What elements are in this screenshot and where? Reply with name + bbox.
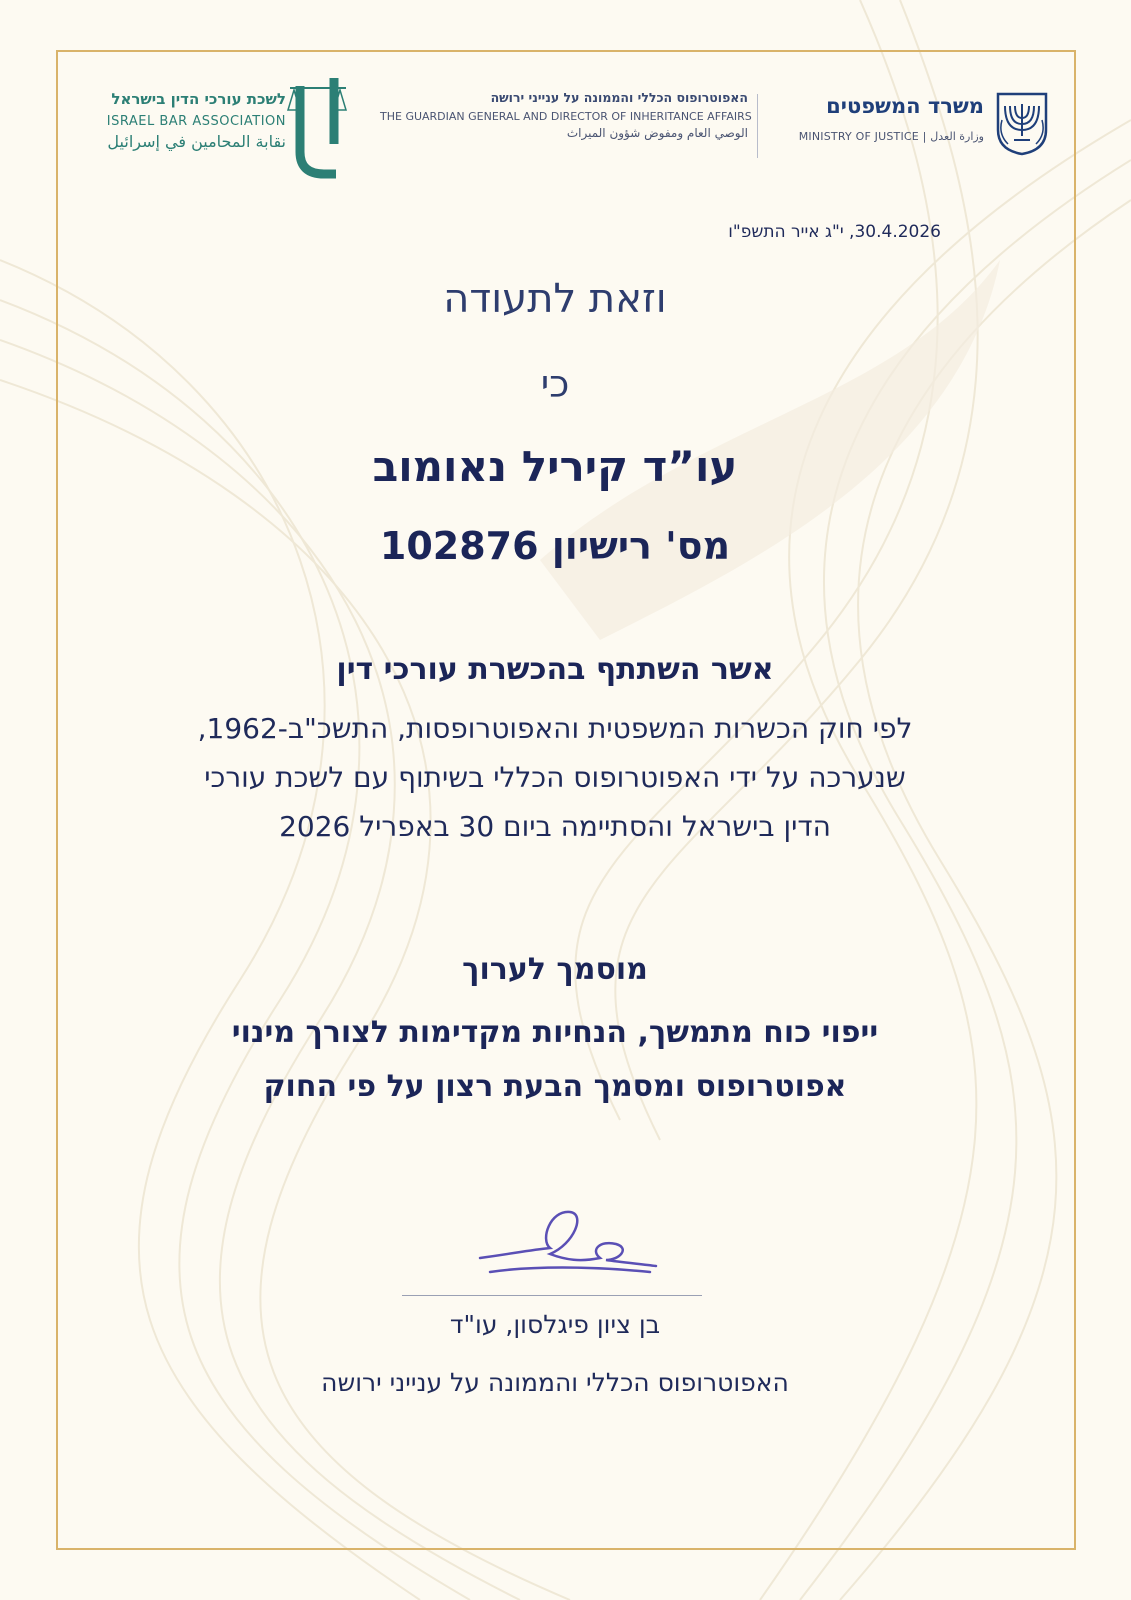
bar-name-hebrew: לשכת עורכי הדין בישראל [111,90,286,108]
certificate-ki: כי [540,362,570,406]
ministry-of-justice-logo [790,90,1050,170]
menorah-emblem-icon [994,90,1050,156]
header-divider [757,94,758,158]
authorization-scope: ייפוי כוח מתמשך, הנחיות מקדימות לצורך מינוי אפוטרופוס ומסמך הבעת רצון על פי החוק [231,1015,879,1104]
participation-heading: אשר השתתף בהכשרת עורכי דין [336,652,774,687]
header-logos [90,74,1050,184]
bar-name-arabic: نقابة المحامين في إسرائيل [107,132,286,151]
guardian-name-english: THE GUARDIAN GENERAL AND DIRECTOR OF INHERITANCE AFFAIRS [380,110,752,123]
license-number: מס' רישיון 102876 [379,524,731,568]
signer-name: בן ציון פיגלסון, עו"ד [449,1310,661,1339]
guardian-name-hebrew: האפוטרופוס הכללי והממונה על ענייני ירושה [490,90,748,105]
signature-line [402,1295,702,1296]
israel-bar-association-logo [90,74,350,184]
signer-title: האפוטרופוס הכללי והממונה על ענייני ירושה [321,1368,789,1397]
certificate-date: 30.4.2026, י"ג אייר התשפ"ו [728,222,941,242]
guardian-name-arabic: الوصي العام ومفوض شؤون الميراث [566,126,748,140]
bar-name-english: ISRAEL BAR ASSOCIATION [106,114,286,129]
authorization-heading: מוסמך לערוך [462,952,648,987]
certificate-title: וזאת לתעודה [443,276,667,322]
guardian-general-block [380,90,752,140]
ministry-name-hebrew: משרד המשפטים [826,94,984,118]
recipient-name: עו”ד קיריל נאומוב [372,442,738,491]
handwritten-signature [470,1200,670,1290]
scales-ayin-logo-icon [286,74,348,182]
training-description: לפי חוק הכשרות המשפטית והאפוטרופסות, התשכ"ב-1962, שנערכה על ידי האפוטרופוס הכללי בשיתוף עם לשכת עורכי הדין בישראל והסתיימה ביום 30 באפריל 2026 [197,712,913,843]
ministry-name-english-arabic: MINISTRY OF JUSTICE | وزارة العدل [798,130,984,143]
